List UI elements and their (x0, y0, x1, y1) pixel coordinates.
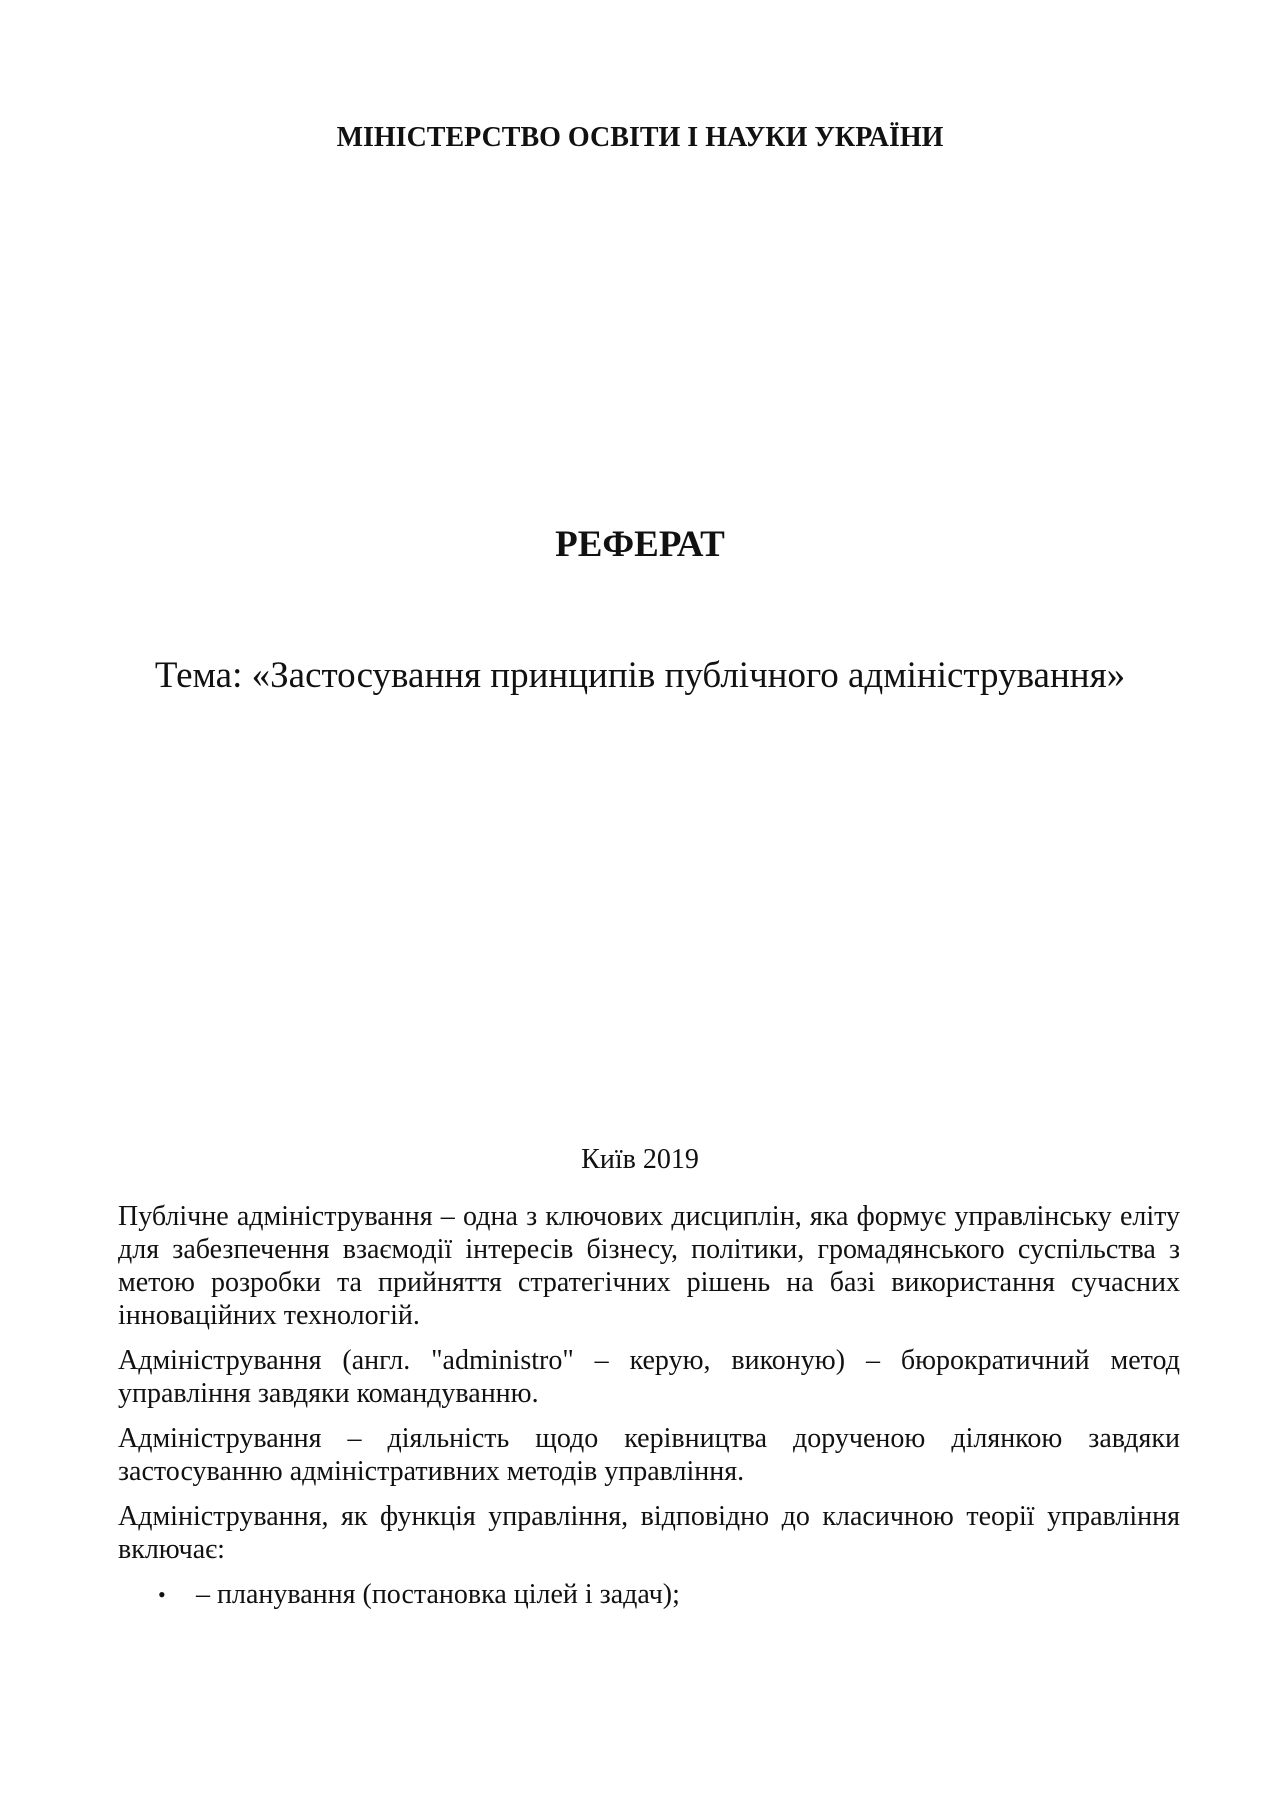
paragraph: Адміністрування – діяльність щодо керівництва дорученою ділянкою завдяки застосуванню адміністративних методів управління. (118, 1423, 1180, 1487)
bullet-icon: • (158, 1582, 166, 1607)
bullet-list (118, 1578, 1180, 1611)
list-item-text: – планування (постановка цілей і задач); (196, 1579, 680, 1610)
city-year: Київ 2019 (581, 1144, 699, 1175)
paragraph: Адміністрування (англ. "administro" – керую, виконую) – бюрократичний метод управління завдяки командуванню. (118, 1345, 1180, 1409)
list-item (118, 1578, 1180, 1611)
document-type-title: РЕФЕРАТ (555, 524, 725, 565)
paragraph: Адміністрування, як функція управління, відповідно до класичною теорії управління включає: (118, 1501, 1180, 1565)
document-topic: Тема: «Застосування принципів публічного адміністрування» (154, 655, 1126, 696)
paragraph: Публічне адміністрування – одна з ключових дисциплін, яка формує управлінську еліту для забезпечення взаємодії інтересів бізнесу, політики, громадянського суспільства з метою розробки та прийняття стратегічних рішень на базі використання сучасних інноваційних технологій. (118, 1201, 1180, 1331)
ministry-heading: МІНІСТЕРСТВО ОСВІТИ І НАУКИ УКРАЇНИ (336, 122, 944, 153)
body-text (118, 1200, 1180, 1611)
